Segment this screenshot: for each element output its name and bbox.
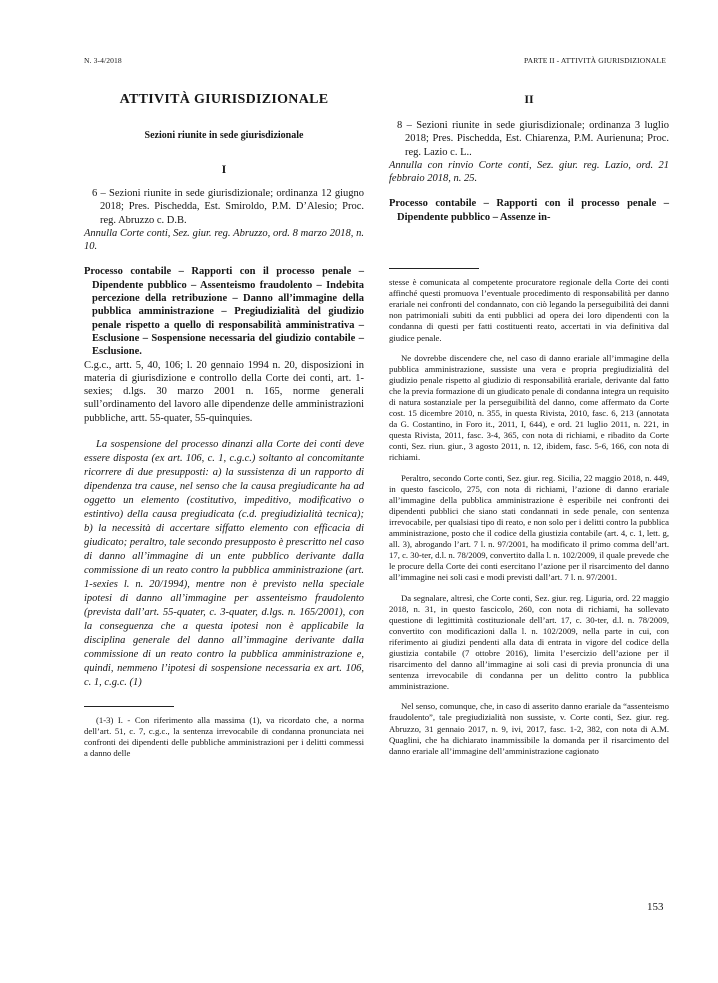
- subsection-title: Sezioni riunite in sede giurisdizionale: [144, 130, 304, 141]
- footnote-paragraph: Da segnalare, altresì, che Corte conti, Sez. giur. reg. Liguria, ord. 22 maggio 2018, n. 31, in questo fascicolo, 260, con nota di richiami, ha sollevato questione di legittimità costituzionale dell’art. 17, c. 30-ter, d.l. n. 78/2009, convertito con modificazioni dalla l. n. 102/2009, nella parte in cui, con riferimento ai giudizi pendenti alla data di entrata in vigore del codice della giustizia contabile (7 ottobre 2016), limita l’esercizio dell’azione per il risarcimento del danno all’immagine ai soli casi di previa pronuncia di una sentenza irrevocabile di condanna per un delitto contro la pubblica amministrazione.: [389, 592, 669, 692]
- case-maxim: La sospensione del processo dinanzi alla Corte dei conti deve essere disposta (ex art. 106, c. 1, c.g.c.) soltanto al concomitante ricorrere di due presupposti: a) la sussistenza di un rapporto di dipendenza tra cause, nel senso che la causa pregiudicante ha ad oggetto un elemento (costitutivo, impeditivo, modificativo o estintivo) della causa pregiudicata (c.d. pregiudizialità tecnica); b) la necessità di accertare siffatto elemento con efficacia di giudicato; peraltro, tale secondo presupposto è prescritto nel caso di danno all’immagine di un ente pubblico derivante dalla commissione di un reato contro la pubblica amministrazione (art. 1-sexies l. n. 20/1994), mentre non è previsto nella speciale ipotesi di danno all’immagine per assenteismo fraudolento (prevista dall’art. 55-quater, c. 3-quater, d.lgs. n. 165/2001), con la conseguenza che a questa ipotesi non è applicabile la disciplina generale del danno all’immagine derivante dalla commissione di un reato contro la pubblica amministrazione e, quindi, nemmeno l’ipotesi di sospensione necessaria ex art. 106, c. 1, c.g.c. (1): [84, 439, 364, 689]
- case-annulment: Annulla con rinvio Corte conti, Sez. giur. reg. Lazio, ord. 21 febbraio 2018, n. 25.: [389, 159, 669, 185]
- section-title: ATTIVITÀ GIURISDIZIONALE: [119, 92, 329, 107]
- legal-references: C.g.c., artt. 5, 40, 106; l. 20 gennaio 1994 n. 20, disposizioni in materia di giurisdizione e controllo della Corte dei conti, art. 1-sexies; d.lgs. 30 marzo 2001 n. 165, norme generali sull’ordinamento del lavoro alle dipendenze delle amministrazioni pubbliche, artt. 55-quater, 55-quinquies.: [84, 359, 364, 424]
- left-column: [84, 92, 364, 759]
- running-header-left: N. 3-4/2018: [84, 56, 122, 65]
- case-number-roman-i: I: [221, 162, 227, 176]
- footnote-divider: [389, 268, 479, 269]
- footnote-paragraph: stesse è comunicata al competente procuratore regionale della Corte dei conti affinché questi promuova l’eventuale procedimento di responsabilità per danno erariale nei confronti del condannato, con ciò legando la perseguibilità dei danni non patrimoniali subiti da enti pubblici ad opera dei loro dipendenti con la condanna di questi per fatti costituenti reato, accertati in via definitiva dal giudice penale.: [389, 277, 669, 343]
- footnote-paragraph: Peraltro, secondo Corte conti, Sez. giur. reg. Sicilia, 22 maggio 2018, n. 449, in questo fascicolo, 275, con nota di richiami, l’azione di danno erariale all’immagine della pubblica amministrazione è esperibile nei confronti dei dipendenti pubblici che siano stati condannati in sede penale, con sentenza irrevocabile, per qualsiasi tipo di reato, e non solo per i delitti contro la pubblica amministrazione, posto che il codice della giustizia contabile (art. 4, c. 1, lett. g, all. 3), abrogando l’art. 7 l. n. 97/2001, ha modificato il primo comma dell’art. 17, c. 30-ter, d.l. n. 78/2009, convertito dalla l. n. 102/2009, il quale prevede che le procure della Corte dei conti esercitano l’azione per il risarcimento del danno all’immagine nei soli casi e modi previsti dall’art. 7 l. n. 97/2001.: [389, 472, 669, 583]
- page-number: 153: [647, 901, 664, 913]
- running-header-right: PARTE II - ATTIVITÀ GIURISDIZIONALE: [524, 56, 666, 65]
- case-keywords: Processo contabile – Rapporti con il processo penale – Dipendente pubblico – Assenteismo fraudolento – Indebita percezione della retribuzione – Danno all’immagine della pubblica amministrazione – Pregiudizialità del giudizio penale rispetto a quello di responsabilità amministrativa – Esclusione – Sospensione necessaria del giudizio contabile – Esclusione.: [84, 266, 364, 358]
- right-column: [389, 92, 669, 757]
- footnote: (1-3) I. - Con riferimento alla massima (1), va ricordato che, a norma dell’art. 51, c. 7, c.g.c., la sentenza irrevocabile di condanna pronunciata nei confronti dei dipendenti delle pubbliche amministrazioni per i delitti commessi a danno delle: [84, 715, 364, 759]
- case-keywords: Processo contabile – Rapporti con il processo penale – Dipendente pubblico – Assenze in-: [389, 198, 669, 223]
- footnote-paragraph: Nel senso, comunque, che, in caso di asserito danno erariale da “assenteismo fraudolento”, tale pregiudizialità non sussiste, v. Corte conti, Sez. giur. reg. Abruzzo, 31 gennaio 2017, n. 9, ivi, 2017, fasc. 1-2, 382, con nota di A.M. Quaglini, che ha dichiarato inammissibile la domanda per il risarcimento del danno erariale all’immagine dell’amministrazione cagionato: [389, 701, 669, 756]
- footnote-paragraph: Ne dovrebbe discendere che, nel caso di danno erariale all’immagine della pubblica amministrazione, sussiste una vera e propria pregiudizialità del giudizio penale rispetto al giudizio di responsabilità erariale, derivante dal fatto che la previa formazione di un giudicato penale di condanna integra un requisito di natura sostanziale per la perseguibilità del danno, come affermato da Corte cost. 15 dicembre 2010, n. 355, in questa Rivista, 2010, fasc. 6, 213 (annotata da G. Costantino, in Foro it., 2011, I, 644), e ord. 21 luglio 2011, n. 221, in questa Rivista, 2011, fasc. 3-4, 365, con nota di richiami, e ribadito da Corte conti, Sez. riun. giur., 3 agosto 2011, n. 12, ibidem, fasc. 5-6, 166, con nota di richiami.: [389, 352, 669, 463]
- case-entry: 8 – Sezioni riunite in sede giurisdizionale; ordinanza 3 luglio 2018; Pres. Pischedda, Est. Chiarenza, P.M. Aurienuna; Proc. reg. Lazio c. L..: [397, 120, 669, 158]
- case-number-roman-ii: II: [524, 92, 534, 106]
- case-entry: 6 – Sezioni riunite in sede giurisdizionale; ordinanza 12 giugno 2018; Pres. Pischedda, Est. Smiroldo, P.M. D’Alesio; Proc. reg. Abruzzo c. D.B.: [92, 188, 364, 226]
- footnote-divider: [84, 706, 174, 707]
- case-annulment: Annulla Corte conti, Sez. giur. reg. Abruzzo, ord. 8 marzo 2018, n. 10.: [84, 227, 364, 253]
